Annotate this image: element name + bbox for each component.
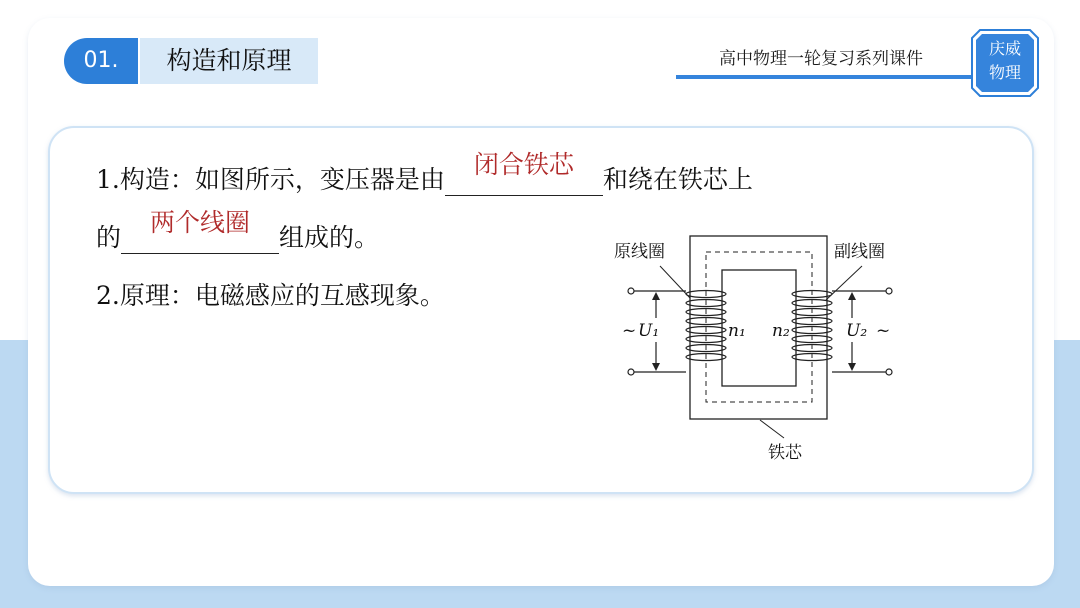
section-title: 构造和原理 [140,38,318,84]
structure-line-1 [96,150,753,196]
ac-source-right: ~ [876,321,891,341]
blank-1 [445,150,603,196]
answer-1: 闭合铁芯 [473,150,574,179]
section-number: 01. [64,38,138,84]
u1-label: U₁ [638,321,660,341]
logo-text [970,37,1040,85]
principle-line: 2.原理：电磁感应的互感现象。 [96,281,445,310]
primary-coil-label: 原线圈 [614,242,665,262]
u2-label: U₂ [846,321,868,341]
logo-line-1: 庆威 [988,39,1021,58]
ac-source-left: ~ [622,321,637,341]
structure-text-4: 组成的。 [279,223,380,252]
core-outer [690,236,827,419]
answer-2: 两个线圈 [150,208,251,237]
n1-label: n₁ [728,321,746,341]
n2-label: n₂ [772,321,790,341]
logo-line-2: 物理 [988,63,1021,82]
structure-text-1: 1.构造：如图所示，变压器是由 [96,165,445,194]
title-underline [676,75,972,79]
series-title: 高中物理一轮复习系列课件 [719,49,923,69]
structure-text-3: 的 [96,223,122,252]
core-label: 铁芯 [768,443,802,463]
secondary-coil-label: 副线圈 [834,242,885,262]
transformer-diagram [600,230,920,475]
structure-line-2 [96,208,380,254]
structure-text-2: 和绕在铁芯上 [602,165,753,194]
blank-2 [121,208,279,254]
